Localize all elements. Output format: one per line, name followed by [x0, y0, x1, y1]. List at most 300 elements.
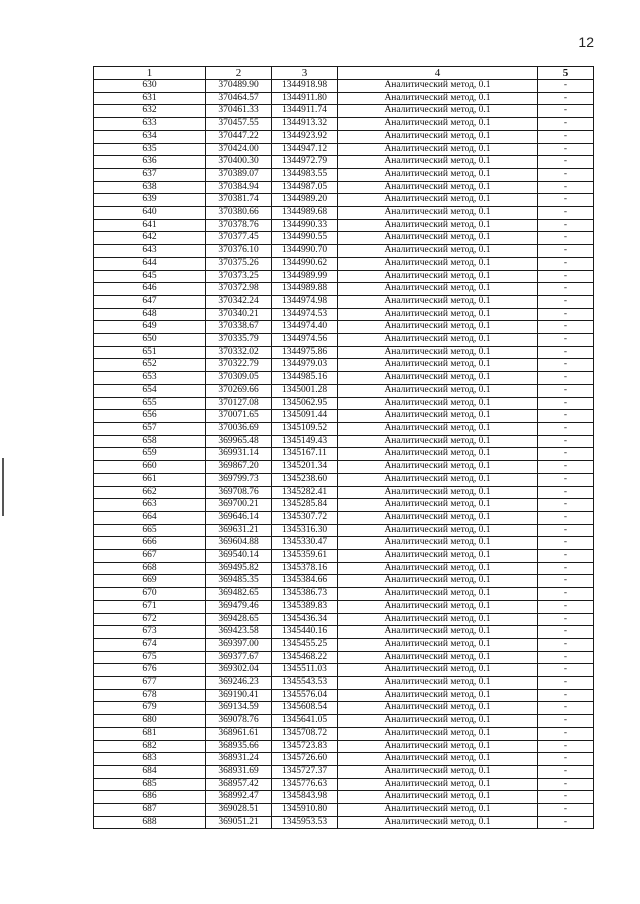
note-cell: - [538, 486, 594, 499]
point-number-cell: 653 [94, 372, 206, 385]
method-cell: Аналитический метод, 0.1 [338, 689, 538, 702]
y-coordinate-cell: 1344989.88 [272, 283, 338, 296]
x-coordinate-cell: 369423.58 [206, 626, 272, 639]
point-number-cell: 669 [94, 575, 206, 588]
point-number-cell: 631 [94, 92, 206, 105]
point-number-cell: 670 [94, 588, 206, 601]
x-coordinate-cell: 370389.07 [206, 168, 272, 181]
table-row [94, 765, 594, 778]
point-number-cell: 644 [94, 257, 206, 270]
column-header-2: 2 [206, 67, 272, 80]
table-row [94, 283, 594, 296]
note-cell: - [538, 397, 594, 410]
table-row [94, 435, 594, 448]
method-cell: Аналитический метод, 0.1 [338, 410, 538, 423]
y-coordinate-cell: 1344987.05 [272, 181, 338, 194]
y-coordinate-cell: 1345468.22 [272, 651, 338, 664]
y-coordinate-cell: 1345316.30 [272, 524, 338, 537]
method-cell: Аналитический метод, 0.1 [338, 499, 538, 512]
table-row [94, 308, 594, 321]
x-coordinate-cell: 369799.73 [206, 473, 272, 486]
note-cell: - [538, 461, 594, 474]
x-coordinate-cell: 368931.24 [206, 753, 272, 766]
method-cell: Аналитический метод, 0.1 [338, 257, 538, 270]
table-row [94, 715, 594, 728]
point-number-cell: 672 [94, 613, 206, 626]
y-coordinate-cell: 1345282.41 [272, 486, 338, 499]
table-row [94, 219, 594, 232]
point-number-cell: 680 [94, 715, 206, 728]
note-cell: - [538, 473, 594, 486]
table-row [94, 613, 594, 626]
method-cell: Аналитический метод, 0.1 [338, 677, 538, 690]
method-cell: Аналитический метод, 0.1 [338, 397, 538, 410]
x-coordinate-cell: 370071.65 [206, 410, 272, 423]
note-cell: - [538, 550, 594, 563]
point-number-cell: 684 [94, 765, 206, 778]
y-coordinate-cell: 1345543.53 [272, 677, 338, 690]
note-cell: - [538, 245, 594, 258]
y-coordinate-cell: 1344983.55 [272, 168, 338, 181]
point-number-cell: 677 [94, 677, 206, 690]
note-cell: - [538, 715, 594, 728]
x-coordinate-cell: 370376.10 [206, 245, 272, 258]
point-number-cell: 651 [94, 346, 206, 359]
y-coordinate-cell: 1344990.62 [272, 257, 338, 270]
method-cell: Аналитический метод, 0.1 [338, 740, 538, 753]
table-row [94, 397, 594, 410]
table-row [94, 245, 594, 258]
y-coordinate-cell: 1344911.74 [272, 105, 338, 118]
x-coordinate-cell: 369051.21 [206, 816, 272, 829]
y-coordinate-cell: 1345389.83 [272, 600, 338, 613]
method-cell: Аналитический метод, 0.1 [338, 321, 538, 334]
table-row [94, 270, 594, 283]
y-coordinate-cell: 1344990.55 [272, 232, 338, 245]
method-cell: Аналитический метод, 0.1 [338, 384, 538, 397]
x-coordinate-cell: 369708.76 [206, 486, 272, 499]
method-cell: Аналитический метод, 0.1 [338, 219, 538, 232]
table-row [94, 80, 594, 93]
y-coordinate-cell: 1345201.34 [272, 461, 338, 474]
y-coordinate-cell: 1344947.12 [272, 143, 338, 156]
note-cell: - [538, 524, 594, 537]
note-cell: - [538, 346, 594, 359]
note-cell: - [538, 207, 594, 220]
point-number-cell: 639 [94, 194, 206, 207]
point-number-cell: 676 [94, 664, 206, 677]
method-cell: Аналитический метод, 0.1 [338, 562, 538, 575]
table-row [94, 740, 594, 753]
method-cell: Аналитический метод, 0.1 [338, 461, 538, 474]
x-coordinate-cell: 370400.30 [206, 156, 272, 169]
point-number-cell: 671 [94, 600, 206, 613]
note-cell: - [538, 181, 594, 194]
method-cell: Аналитический метод, 0.1 [338, 550, 538, 563]
table-row [94, 168, 594, 181]
method-cell: Аналитический метод, 0.1 [338, 194, 538, 207]
x-coordinate-cell: 370384.94 [206, 181, 272, 194]
table-row [94, 92, 594, 105]
y-coordinate-cell: 1345440.16 [272, 626, 338, 639]
note-cell: - [538, 194, 594, 207]
point-number-cell: 660 [94, 461, 206, 474]
y-coordinate-cell: 1345910.80 [272, 804, 338, 817]
y-coordinate-cell: 1344974.40 [272, 321, 338, 334]
x-coordinate-cell: 370036.69 [206, 422, 272, 435]
note-cell: - [538, 791, 594, 804]
point-number-cell: 643 [94, 245, 206, 258]
point-number-cell: 688 [94, 816, 206, 829]
method-cell: Аналитический метод, 0.1 [338, 702, 538, 715]
x-coordinate-cell: 369931.14 [206, 448, 272, 461]
x-coordinate-cell: 369700.21 [206, 499, 272, 512]
point-number-cell: 656 [94, 410, 206, 423]
column-header-4: 4 [338, 67, 538, 80]
note-cell: - [538, 765, 594, 778]
note-cell: - [538, 740, 594, 753]
y-coordinate-cell: 1344989.68 [272, 207, 338, 220]
x-coordinate-cell: 370127.08 [206, 397, 272, 410]
table-row [94, 143, 594, 156]
point-number-cell: 642 [94, 232, 206, 245]
note-cell: - [538, 219, 594, 232]
point-number-cell: 645 [94, 270, 206, 283]
x-coordinate-cell: 369604.88 [206, 537, 272, 550]
note-cell: - [538, 435, 594, 448]
y-coordinate-cell: 1344989.20 [272, 194, 338, 207]
note-cell: - [538, 130, 594, 143]
column-header-3: 3 [272, 67, 338, 80]
note-cell: - [538, 156, 594, 169]
point-number-cell: 685 [94, 778, 206, 791]
y-coordinate-cell: 1345608.54 [272, 702, 338, 715]
y-coordinate-cell: 1345723.83 [272, 740, 338, 753]
x-coordinate-cell: 369495.82 [206, 562, 272, 575]
y-coordinate-cell: 1344990.70 [272, 245, 338, 258]
column-header-5: 5 [538, 67, 594, 80]
note-cell: - [538, 143, 594, 156]
note-cell: - [538, 753, 594, 766]
method-cell: Аналитический метод, 0.1 [338, 511, 538, 524]
table-header-row [94, 67, 594, 80]
x-coordinate-cell: 369246.23 [206, 677, 272, 690]
table-row [94, 372, 594, 385]
y-coordinate-cell: 1345167.11 [272, 448, 338, 461]
y-coordinate-cell: 1345953.53 [272, 816, 338, 829]
note-cell: - [538, 588, 594, 601]
method-cell: Аналитический метод, 0.1 [338, 270, 538, 283]
note-cell: - [538, 689, 594, 702]
x-coordinate-cell: 370309.05 [206, 372, 272, 385]
point-number-cell: 637 [94, 168, 206, 181]
y-coordinate-cell: 1345109.52 [272, 422, 338, 435]
y-coordinate-cell: 1344913.32 [272, 118, 338, 131]
table-row [94, 321, 594, 334]
table-row [94, 410, 594, 423]
point-number-cell: 640 [94, 207, 206, 220]
method-cell: Аналитический метод, 0.1 [338, 346, 538, 359]
y-coordinate-cell: 1345455.25 [272, 638, 338, 651]
note-cell: - [538, 727, 594, 740]
x-coordinate-cell: 370338.67 [206, 321, 272, 334]
y-coordinate-cell: 1345436.34 [272, 613, 338, 626]
note-cell: - [538, 613, 594, 626]
x-coordinate-cell: 370340.21 [206, 308, 272, 321]
method-cell: Аналитический метод, 0.1 [338, 486, 538, 499]
point-number-cell: 668 [94, 562, 206, 575]
note-cell: - [538, 778, 594, 791]
point-number-cell: 655 [94, 397, 206, 410]
method-cell: Аналитический метод, 0.1 [338, 664, 538, 677]
note-cell: - [538, 295, 594, 308]
table-row [94, 181, 594, 194]
column-header-1: 1 [94, 67, 206, 80]
y-coordinate-cell: 1345091.44 [272, 410, 338, 423]
method-cell: Аналитический метод, 0.1 [338, 715, 538, 728]
x-coordinate-cell: 369428.65 [206, 613, 272, 626]
point-number-cell: 646 [94, 283, 206, 296]
note-cell: - [538, 270, 594, 283]
table-row [94, 105, 594, 118]
x-coordinate-cell: 370489.90 [206, 80, 272, 93]
method-cell: Аналитический метод, 0.1 [338, 791, 538, 804]
table-row [94, 778, 594, 791]
point-number-cell: 654 [94, 384, 206, 397]
x-coordinate-cell: 368957.42 [206, 778, 272, 791]
note-cell: - [538, 575, 594, 588]
note-cell: - [538, 562, 594, 575]
x-coordinate-cell: 370377.45 [206, 232, 272, 245]
point-number-cell: 687 [94, 804, 206, 817]
method-cell: Аналитический метод, 0.1 [338, 448, 538, 461]
y-coordinate-cell: 1345062.95 [272, 397, 338, 410]
method-cell: Аналитический метод, 0.1 [338, 753, 538, 766]
method-cell: Аналитический метод, 0.1 [338, 804, 538, 817]
method-cell: Аналитический метод, 0.1 [338, 765, 538, 778]
table-row [94, 575, 594, 588]
point-number-cell: 658 [94, 435, 206, 448]
y-coordinate-cell: 1344923.92 [272, 130, 338, 143]
point-number-cell: 665 [94, 524, 206, 537]
y-coordinate-cell: 1345386.73 [272, 588, 338, 601]
note-cell: - [538, 702, 594, 715]
note-cell: - [538, 359, 594, 372]
x-coordinate-cell: 370373.25 [206, 270, 272, 283]
note-cell: - [538, 651, 594, 664]
table-row [94, 550, 594, 563]
table-row [94, 588, 594, 601]
note-cell: - [538, 384, 594, 397]
method-cell: Аналитический метод, 0.1 [338, 778, 538, 791]
point-number-cell: 641 [94, 219, 206, 232]
note-cell: - [538, 321, 594, 334]
table-row [94, 677, 594, 690]
table-row [94, 295, 594, 308]
table-row [94, 702, 594, 715]
y-coordinate-cell: 1345576.04 [272, 689, 338, 702]
method-cell: Аналитический метод, 0.1 [338, 156, 538, 169]
x-coordinate-cell: 369302.04 [206, 664, 272, 677]
page-number: 12 [578, 34, 594, 50]
y-coordinate-cell: 1345708.72 [272, 727, 338, 740]
x-coordinate-cell: 368935.66 [206, 740, 272, 753]
point-number-cell: 632 [94, 105, 206, 118]
point-number-cell: 682 [94, 740, 206, 753]
table-row [94, 753, 594, 766]
method-cell: Аналитический метод, 0.1 [338, 359, 538, 372]
y-coordinate-cell: 1344975.86 [272, 346, 338, 359]
x-coordinate-cell: 370378.76 [206, 219, 272, 232]
table-row [94, 384, 594, 397]
method-cell: Аналитический метод, 0.1 [338, 422, 538, 435]
table-row [94, 194, 594, 207]
table-row [94, 638, 594, 651]
y-coordinate-cell: 1345330.47 [272, 537, 338, 550]
x-coordinate-cell: 369078.76 [206, 715, 272, 728]
table-body [94, 80, 594, 829]
y-coordinate-cell: 1344972.79 [272, 156, 338, 169]
method-cell: Аналитический метод, 0.1 [338, 80, 538, 93]
method-cell: Аналитический метод, 0.1 [338, 181, 538, 194]
method-cell: Аналитический метод, 0.1 [338, 435, 538, 448]
method-cell: Аналитический метод, 0.1 [338, 588, 538, 601]
y-coordinate-cell: 1344985.16 [272, 372, 338, 385]
x-coordinate-cell: 369646.14 [206, 511, 272, 524]
note-cell: - [538, 80, 594, 93]
table-row [94, 156, 594, 169]
note-cell: - [538, 372, 594, 385]
method-cell: Аналитический метод, 0.1 [338, 613, 538, 626]
x-coordinate-cell: 369867.20 [206, 461, 272, 474]
note-cell: - [538, 677, 594, 690]
y-coordinate-cell: 1345776.63 [272, 778, 338, 791]
y-coordinate-cell: 1345378.16 [272, 562, 338, 575]
table-row [94, 359, 594, 372]
x-coordinate-cell: 368992.47 [206, 791, 272, 804]
table-row [94, 499, 594, 512]
table-row [94, 626, 594, 639]
method-cell: Аналитический метод, 0.1 [338, 245, 538, 258]
point-number-cell: 638 [94, 181, 206, 194]
table-row [94, 727, 594, 740]
point-number-cell: 648 [94, 308, 206, 321]
table-row [94, 207, 594, 220]
table-row [94, 689, 594, 702]
x-coordinate-cell: 370322.79 [206, 359, 272, 372]
note-cell: - [538, 232, 594, 245]
method-cell: Аналитический метод, 0.1 [338, 651, 538, 664]
point-number-cell: 683 [94, 753, 206, 766]
table-row [94, 448, 594, 461]
x-coordinate-cell: 369479.46 [206, 600, 272, 613]
table-row [94, 461, 594, 474]
note-cell: - [538, 92, 594, 105]
y-coordinate-cell: 1345726.60 [272, 753, 338, 766]
x-coordinate-cell: 370372.98 [206, 283, 272, 296]
point-number-cell: 633 [94, 118, 206, 131]
point-number-cell: 664 [94, 511, 206, 524]
note-cell: - [538, 664, 594, 677]
point-number-cell: 681 [94, 727, 206, 740]
method-cell: Аналитический метод, 0.1 [338, 207, 538, 220]
note-cell: - [538, 334, 594, 347]
method-cell: Аналитический метод, 0.1 [338, 727, 538, 740]
point-number-cell: 650 [94, 334, 206, 347]
note-cell: - [538, 422, 594, 435]
point-number-cell: 679 [94, 702, 206, 715]
x-coordinate-cell: 369028.51 [206, 804, 272, 817]
point-number-cell: 652 [94, 359, 206, 372]
x-coordinate-cell: 369190.41 [206, 689, 272, 702]
note-cell: - [538, 499, 594, 512]
y-coordinate-cell: 1344974.53 [272, 308, 338, 321]
table-row [94, 562, 594, 575]
table-row [94, 600, 594, 613]
note-cell: - [538, 537, 594, 550]
point-number-cell: 661 [94, 473, 206, 486]
table-row [94, 473, 594, 486]
table-row [94, 346, 594, 359]
y-coordinate-cell: 1345001.28 [272, 384, 338, 397]
y-coordinate-cell: 1345307.72 [272, 511, 338, 524]
x-coordinate-cell: 370381.74 [206, 194, 272, 207]
y-coordinate-cell: 1345511.03 [272, 664, 338, 677]
x-coordinate-cell: 368931.69 [206, 765, 272, 778]
method-cell: Аналитический метод, 0.1 [338, 118, 538, 131]
method-cell: Аналитический метод, 0.1 [338, 232, 538, 245]
table-row [94, 816, 594, 829]
point-number-cell: 674 [94, 638, 206, 651]
table-row [94, 486, 594, 499]
method-cell: Аналитический метод, 0.1 [338, 816, 538, 829]
point-number-cell: 673 [94, 626, 206, 639]
note-cell: - [538, 511, 594, 524]
method-cell: Аналитический метод, 0.1 [338, 575, 538, 588]
table-row [94, 118, 594, 131]
table-row [94, 130, 594, 143]
y-coordinate-cell: 1345285.84 [272, 499, 338, 512]
y-coordinate-cell: 1345641.05 [272, 715, 338, 728]
x-coordinate-cell: 370457.55 [206, 118, 272, 131]
x-coordinate-cell: 370269.66 [206, 384, 272, 397]
x-coordinate-cell: 370464.57 [206, 92, 272, 105]
point-number-cell: 666 [94, 537, 206, 550]
coordinates-table [93, 66, 594, 829]
x-coordinate-cell: 369377.67 [206, 651, 272, 664]
table-row [94, 651, 594, 664]
x-coordinate-cell: 370375.26 [206, 257, 272, 270]
method-cell: Аналитический метод, 0.1 [338, 308, 538, 321]
table-row [94, 537, 594, 550]
point-number-cell: 686 [94, 791, 206, 804]
point-number-cell: 667 [94, 550, 206, 563]
method-cell: Аналитический метод, 0.1 [338, 283, 538, 296]
point-number-cell: 663 [94, 499, 206, 512]
table-row [94, 511, 594, 524]
x-coordinate-cell: 369631.21 [206, 524, 272, 537]
x-coordinate-cell: 370447.22 [206, 130, 272, 143]
table-row [94, 664, 594, 677]
point-number-cell: 659 [94, 448, 206, 461]
note-cell: - [538, 410, 594, 423]
method-cell: Аналитический метод, 0.1 [338, 295, 538, 308]
y-coordinate-cell: 1344918.98 [272, 80, 338, 93]
y-coordinate-cell: 1345384.66 [272, 575, 338, 588]
x-coordinate-cell: 370335.79 [206, 334, 272, 347]
y-coordinate-cell: 1345843.98 [272, 791, 338, 804]
y-coordinate-cell: 1344974.98 [272, 295, 338, 308]
